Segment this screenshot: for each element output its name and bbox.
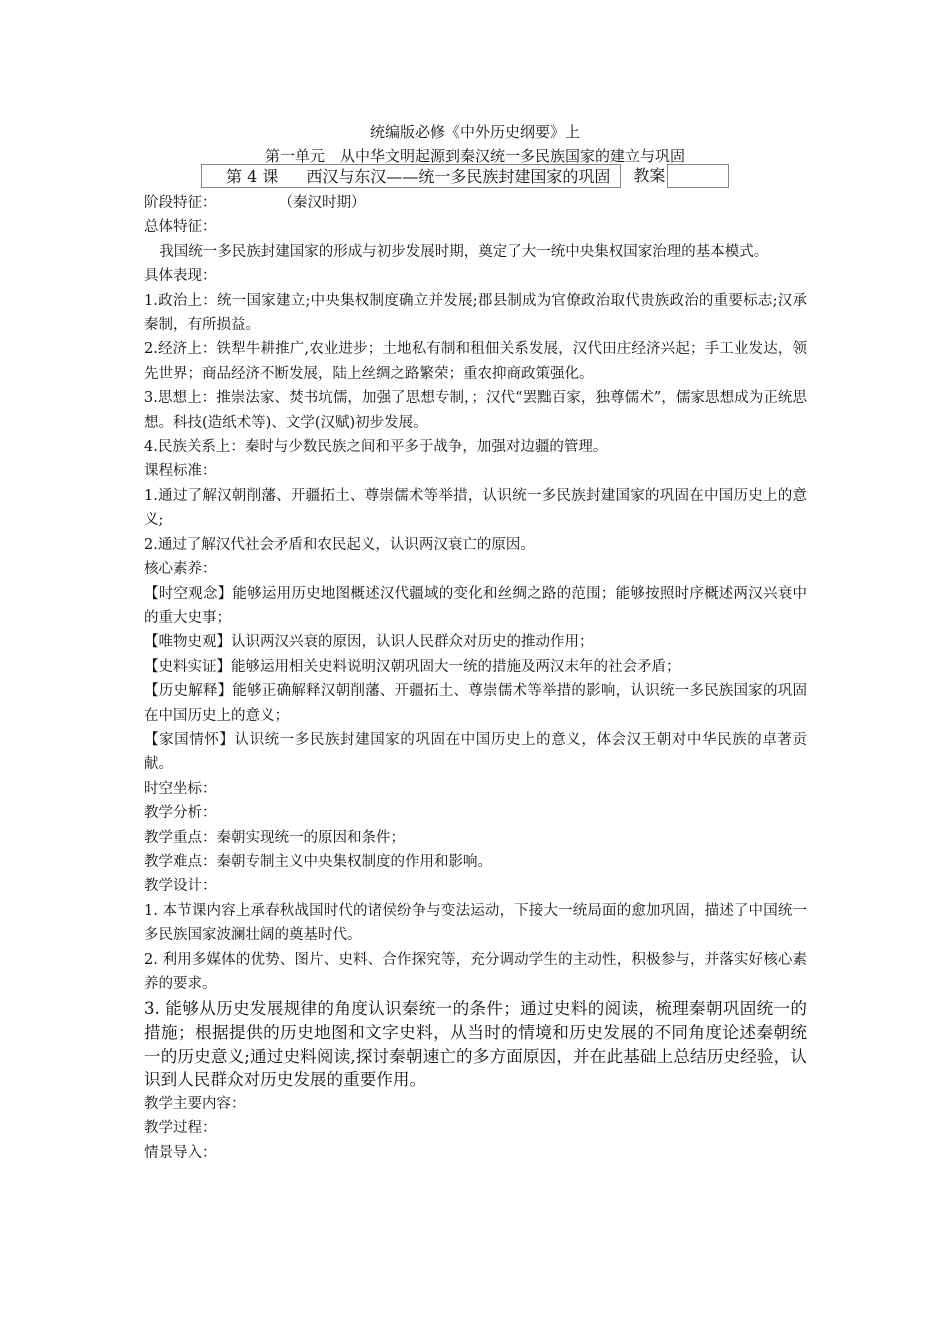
literacy-item: 【唯物史观】认识两汉兴衰的原因，认识人民群众对历史的推动作用；: [144, 634, 594, 651]
design-item: 2. 利用多媒体的优势、图片、史料、合作探究等，充分调动学生的主动性，积极参与，并落实好核心素养的要求。: [144, 951, 807, 992]
overall-label: 总体特征：: [144, 219, 217, 236]
lesson-title-box: [201, 164, 621, 188]
standards-item: 2.通过了解汉代社会矛盾和农民起义，认识两汉衰亡的原因。: [144, 536, 535, 553]
intro-label: 情景导入：: [144, 1144, 217, 1161]
phase-label: 阶段特征：: [144, 195, 217, 211]
document-title: 统编版必修《中外历史纲要》上: [369, 123, 580, 141]
lesson-tag: 教案: [633, 166, 666, 185]
standards-label: 课程标准：: [144, 463, 217, 480]
analysis-label: 教学分析：: [144, 805, 217, 822]
unit-title: 第一单元 从中华文明起源到秦汉统一多民族国家的建立与巩固: [264, 147, 685, 165]
design-item: 1. 本节课内容上承春秋战国时代的诸侯纷争与变法运动，下接大一统局面的愈加巩固，描述了中国统一多民族国家波澜壮阔的奠基时代。: [144, 902, 807, 944]
standards-item: 1.通过了解汉朝削藩、开疆拓土、尊崇儒术等举措，认识统一多民族封建国家的巩固在中国历史上的意义;: [144, 487, 807, 529]
specifics-item: 4.民族关系上：秦时与少数民族之间和平多于战争，加强对边疆的管理。: [144, 439, 608, 456]
literacy-label: 核心素养：: [144, 561, 217, 578]
coordinates-label: 时空坐标：: [144, 780, 217, 797]
specifics-label: 具体表现：: [144, 268, 217, 285]
difficulty-point: 教学难点：秦朝专制主义中央集权制度的作用和影响。: [144, 853, 492, 870]
lesson-header: [201, 164, 729, 188]
key-point: 教学重点：秦朝实现统一的原因和条件；: [144, 829, 405, 846]
lesson-number: 第 4 课: [226, 167, 279, 186]
process-label: 教学过程：: [144, 1120, 217, 1137]
design-item: 3. 能够从历史发展规律的角度认识秦统一的条件；通过史料的阅读，梳理秦朝巩固统一的措施；根据提供的历史地图和文字史料，从当时的情境和历史发展的不同角度论述秦朝统一的历史意义;通过史料阅读,探讨秦朝速亡的多方面原因，并在此基础上总结历史经验，认识到人民群众对历史发展的重要作用。: [144, 999, 807, 1090]
overall-text: 我国统一多民族封建国家的形成与初步发展时期，奠定了大一统中央集权国家治理的基本模式。: [159, 243, 769, 260]
literacy-item: 【时空观念】能够运用历史地图概述汉代疆域的变化和丝绸之路的范围；能够按照时序概述两汉兴衰中的重大史事；: [144, 585, 807, 626]
phase-line: [144, 191, 807, 215]
specifics-item: 1.政治上：统一国家建立;中央集权制度确立并发展;郡县制成为官僚政治取代贵族政治的重要标志;汉承秦制，有所损益。: [144, 292, 807, 334]
specifics-item: 2.经济上：铁犁牛耕推广,农业进步；土地私有制和租佃关系发展，汉代田庄经济兴起；手工业发达，领先世界；商品经济不断发展，陆上丝绸之路繁荣；重农抑商政策强化。: [144, 341, 807, 382]
literacy-item: 【史料实证】能够运用相关史料说明汉朝巩固大一统的措施及两汉末年的社会矛盾；: [144, 658, 681, 675]
main-content-label: 教学主要内容：: [144, 1095, 246, 1112]
document-body: [144, 191, 807, 1165]
literacy-item: 【历史解释】能够正确解释汉朝削藩、开疆拓土、尊崇儒术等举措的影响，认识统一多民族国家的巩固在中国历史上的意义；: [144, 683, 807, 724]
literacy-item: 【家国情怀】认识统一多民族封建国家的巩固在中国历史上的意义，体会汉王朝对中华民族的卓著贡献。: [144, 731, 807, 773]
specifics-item: 3.思想上：推崇法家、焚书坑儒，加强了思想专制，；汉代“罢黜百家，独尊儒术”，儒家思想成为正统思想。科技(造纸术等)、文学(汉赋)初步发展。: [144, 390, 807, 431]
lesson-name: 西汉与东汉——统一多民族封建国家的巩固: [306, 167, 611, 186]
phase-period: （秦汉时期）: [278, 195, 366, 211]
design-label: 教学设计：: [144, 878, 217, 895]
lesson-blank-cell: [667, 164, 729, 188]
